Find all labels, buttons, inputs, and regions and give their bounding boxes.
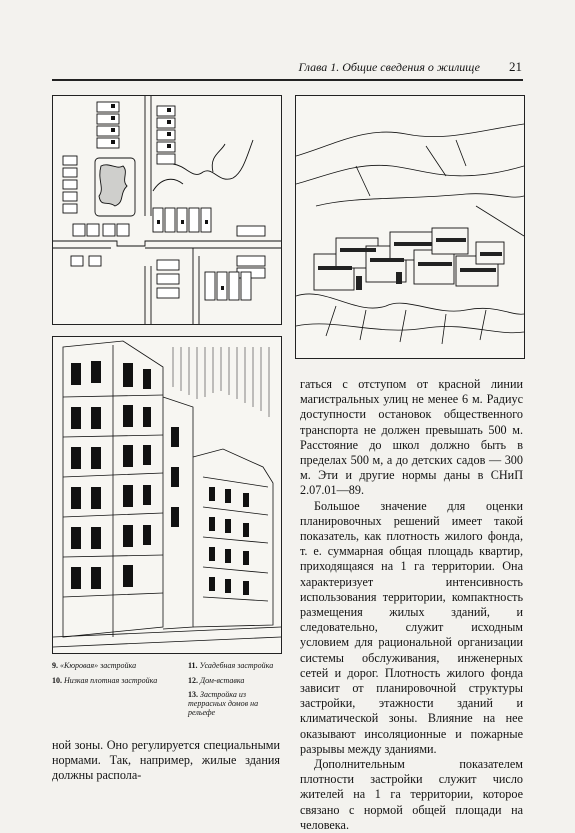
terraced-houses-figure [295, 95, 525, 359]
caption-13-number: 13. [188, 690, 198, 699]
caption-11-number: 11. [188, 661, 198, 670]
site-plan-figure [52, 95, 282, 325]
caption-11 [188, 661, 288, 670]
body-text-right-column [300, 377, 523, 833]
page-header [52, 58, 522, 76]
caption-9-text: «Кюровая» застройка [60, 661, 137, 670]
body-text-left-column [52, 738, 280, 784]
caption-13 [188, 690, 280, 717]
caption-12 [188, 676, 288, 685]
caption-9-number: 9. [52, 661, 58, 670]
terraced-houses-drawing [296, 96, 524, 358]
infill-house-figure [52, 336, 282, 654]
infill-house-drawing [53, 337, 281, 653]
page-number: 21 [509, 59, 522, 74]
caption-9 [52, 661, 167, 670]
site-plan-drawing [53, 96, 281, 324]
paragraph-zone: ной зоны. Оно регулируется специальными нормами. Так, например, жилые здания должны распола- [52, 738, 280, 783]
caption-10 [52, 676, 167, 685]
caption-10-number: 10. [52, 676, 62, 685]
paragraph-density: Большое значение для оценки планировочных решений имеет такой показатель, как плотность жилого фонда, т. е. суммарная общая площадь квартир, приходящаяся на 1 га территории. Она характеризует интенсивность использования территории, компактность размещения жилых зданий, и следовательно, служит исходным условием для рациональной организации системы обслуживания, инженерных сетей и дорог. Плотность жилого фонда зависит от планировочной структуры застройки, этажности зданий и климатической зоны. Влияние на нее оказывают инсоляционные и пожарные разрывы между зданиями. [300, 498, 523, 756]
caption-13-text: Застройка из террасных домов на рельефе [188, 690, 259, 717]
header-rule [52, 79, 523, 81]
caption-11-text: Усадебная застройка [199, 661, 274, 670]
paragraph-continued: гаться с отступом от красной линии магистральных улиц не менее 6 м. Радиус доступности остановок общественного транспорта не должен превышать 500 м. Расстояние до школ должно быть в пределах 500 м, а до детских садов — 300 м. Эти и другие нормы даны в СНиП 2.07.01—89. [300, 377, 523, 498]
caption-12-number: 12. [188, 676, 198, 685]
caption-10-text: Низкая плотная застройка [64, 676, 158, 685]
running-head: Глава 1. Общие сведения о жилище [298, 60, 480, 74]
paragraph-residents: Дополнительным показателем плотности застройки служит число жителей на 1 га территории, которое связано с нормой общей площади на человека. [300, 757, 523, 832]
caption-12-text: Дом-вставка [200, 676, 245, 685]
